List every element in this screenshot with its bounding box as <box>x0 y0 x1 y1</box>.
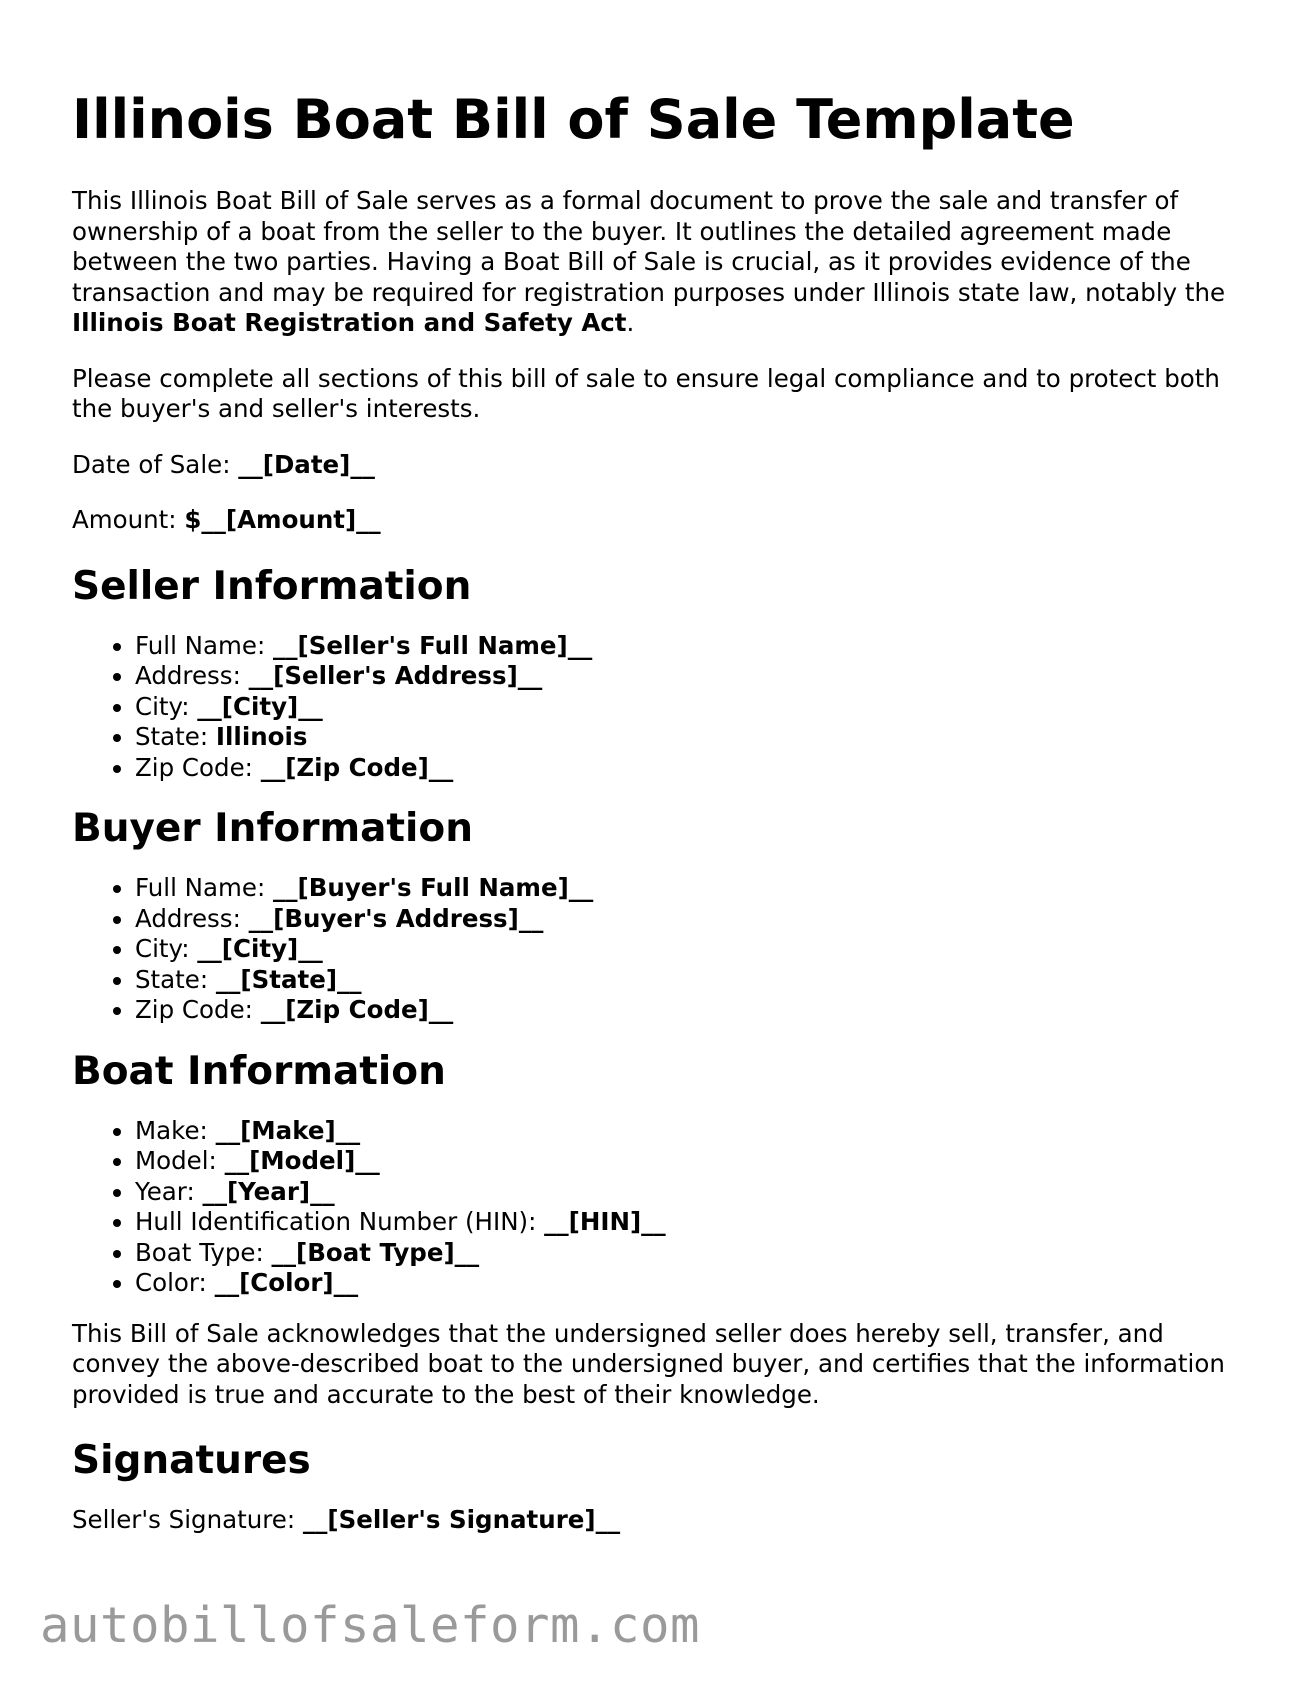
list-item-value: __[Year]__ <box>202 1176 335 1206</box>
boat-heading: Boat Information <box>72 1048 446 1094</box>
list-item-label: State: <box>135 722 216 751</box>
list-item-label: Address: <box>135 661 249 690</box>
intro-end: . <box>626 308 635 337</box>
list-item-value: __[Model]__ <box>224 1146 380 1175</box>
seller-state-item <box>135 722 1242 753</box>
intro-paragraph <box>72 186 1242 339</box>
seller-heading: Seller Information <box>72 563 472 609</box>
date-of-sale-label: Date of Sale: <box>72 449 239 479</box>
list-item-label: State: <box>135 964 216 994</box>
signatures-heading: Signatures <box>72 1438 311 1483</box>
list-item-value: __[Make]__ <box>215 1115 361 1145</box>
seller-full-name-item <box>135 631 1242 662</box>
amount-line <box>72 505 1242 536</box>
seller-signature-line <box>72 1505 1242 1536</box>
amount-label: Amount: <box>72 505 185 534</box>
list-item-value: __[Boat Type]__ <box>271 1237 480 1267</box>
list-item-label: Year: <box>135 1176 203 1206</box>
list-item-value: __[Buyer's Address]__ <box>248 903 544 933</box>
list-item-value: __[Zip Code]__ <box>260 995 454 1024</box>
boat-make-item <box>135 1116 1242 1147</box>
seller-signature-label: Seller's Signature: <box>72 1505 303 1534</box>
list-item-label: Color: <box>135 1268 215 1297</box>
buyer-list <box>72 873 1242 1026</box>
seller-list <box>72 631 1242 784</box>
page-title: Illinois Boat Bill of Sale Template <box>72 88 1075 151</box>
list-item-label: City: <box>135 691 198 721</box>
list-item-value: Illinois <box>215 722 308 751</box>
buyer-city-item <box>135 934 1242 965</box>
list-item-value: __[Seller's Full Name]__ <box>273 630 593 660</box>
list-item-label: Full Name: <box>135 630 274 660</box>
buyer-full-name-item <box>135 873 1242 904</box>
acknowledgement-paragraph: This Bill of Sale acknowledges that the undersigned seller does hereby sell, transfer, and convey the above-described boat to the undersigned buyer, and certifies that the information provided is true and accurate to the best of their knowledge. <box>72 1318 1225 1409</box>
list-item-label: Boat Type: <box>135 1237 272 1267</box>
boat-type-item <box>135 1238 1242 1269</box>
list-item-label: Hull Identification Number (HIN): <box>135 1207 545 1236</box>
list-item-value: __[HIN]__ <box>544 1207 666 1236</box>
boat-color-item <box>135 1268 1242 1299</box>
seller-zip-item <box>135 753 1242 784</box>
list-item-label: Model: <box>135 1146 225 1175</box>
buyer-address-item <box>135 904 1242 935</box>
document-page <box>72 84 1242 1561</box>
seller-signature-value: __[Seller's Signature]__ <box>302 1505 621 1534</box>
seller-city-item <box>135 692 1242 723</box>
list-item-value: __[City]__ <box>197 691 323 721</box>
date-of-sale-line <box>72 450 1242 481</box>
list-item-label: Make: <box>135 1115 216 1145</box>
list-item-label: City: <box>135 934 198 963</box>
boat-year-item <box>135 1177 1242 1208</box>
watermark: autobillofsaleform.com <box>40 1597 701 1654</box>
buyer-zip-item <box>135 995 1242 1026</box>
amount-value: $__[Amount]__ <box>184 505 381 534</box>
intro-act-name: Illinois Boat Registration and Safety Act <box>72 308 627 337</box>
boat-hin-item <box>135 1207 1242 1238</box>
list-item-value: __[Buyer's Full Name]__ <box>273 873 594 902</box>
buyer-state-item <box>135 965 1242 996</box>
intro-text: This Illinois Boat Bill of Sale serves as a formal document to prove the sale and transfer of ownership of a boat from the seller to the buyer. It outlines the detailed agreement made between the two parties. Having a Boat Bill of Sale is crucial, as it provides evidence of the transaction and may be required for registration purposes under Illinois state law, notably the <box>72 186 1226 307</box>
list-item-value: __[Zip Code]__ <box>260 752 454 782</box>
boat-model-item <box>135 1146 1242 1177</box>
seller-address-item <box>135 661 1242 692</box>
buyer-heading: Buyer Information <box>72 806 473 851</box>
list-item-value: __[State]__ <box>215 964 362 994</box>
boat-list <box>72 1116 1242 1299</box>
instruction-paragraph: Please complete all sections of this bill of sale to ensure legal compliance and to protect both the buyer's and seller's interests. <box>72 363 1220 423</box>
list-item-label: Full Name: <box>135 873 274 902</box>
list-item-value: __[City]__ <box>197 934 323 963</box>
list-item-label: Zip Code: <box>135 995 261 1024</box>
list-item-value: __[Color]__ <box>214 1268 359 1297</box>
list-item-value: __[Seller's Address]__ <box>248 661 543 690</box>
list-item-label: Zip Code: <box>135 752 261 782</box>
list-item-label: Address: <box>135 903 249 933</box>
date-of-sale-value: __[Date]__ <box>238 449 375 479</box>
